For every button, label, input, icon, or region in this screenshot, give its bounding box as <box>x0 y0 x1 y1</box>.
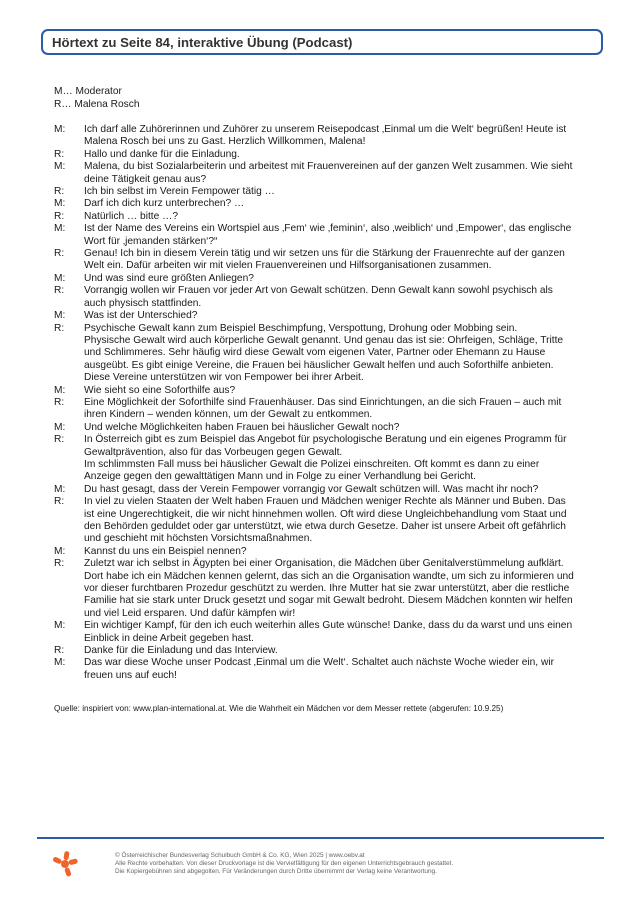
speaker-label: R: <box>54 434 65 446</box>
utterance-text <box>84 186 606 198</box>
utterance-text <box>84 620 606 645</box>
utterance-text <box>84 310 606 322</box>
dialogue-turn <box>54 397 606 422</box>
speaker-label: M: <box>54 310 66 322</box>
utterance-line: Physische Gewalt wird auch körperliche Gewalt genannt. Und genau das ist sie: Ohrfeigen, Schläge, Tritte <box>84 334 564 346</box>
utterance-text <box>84 645 606 657</box>
speaker-label: R: <box>54 396 65 408</box>
utterance-text <box>84 385 606 397</box>
dialogue-turn <box>54 186 606 198</box>
speaker-label: M: <box>54 223 66 235</box>
dialogue-turn <box>54 323 606 385</box>
speaker-label: M: <box>54 421 66 433</box>
utterance-text <box>84 223 606 248</box>
dialogue-turn <box>54 422 606 434</box>
utterance-line: Und was sind eure größten Anliegen? <box>84 272 254 284</box>
utterance-line: Anzeige gegen den gewalttätigen Mann und in Folge zu einer Verhandlung bei Gericht. <box>84 471 476 483</box>
utterance-text <box>84 434 606 484</box>
utterance-text <box>84 198 606 210</box>
speaker-label: R: <box>54 558 65 570</box>
utterance-line: In viel zu vielen Staaten der Welt haben Frauen und Mädchen weniger Rechte als Männer und Buben. Das <box>84 496 566 508</box>
dialogue-turn <box>54 149 606 161</box>
utterance-line: Kannst du uns ein Beispiel nennen? <box>84 545 247 557</box>
legend-item-guest: R… Malena Rosch <box>54 99 140 110</box>
utterance-line: deine Tätigkeit genau aus? <box>84 173 207 185</box>
utterance-line: Vorrangig wollen wir Frauen vor jeder Art von Gewalt schützen. Denn Gewalt kann sowohl psychisch als <box>84 285 553 297</box>
speaker-label: M: <box>54 384 66 396</box>
utterance-text <box>84 657 606 682</box>
utterance-line: Ich bin selbst im Verein Fempower tätig … <box>84 186 275 198</box>
utterance-line: Malena, du bist Sozialarbeiterin und arbeitest mit Frauenvereinen auf der ganzen Welt zusammen. Wie sieht <box>84 161 573 173</box>
dialogue-turn <box>54 198 606 210</box>
speaker-label: R: <box>54 148 65 160</box>
utterance-line: Das war diese Woche unser Podcast ‚Einmal um die Welt‘. Schaltet auch nächste Woche wieder ein, wir <box>84 657 554 669</box>
footer-copyright <box>115 852 453 877</box>
dialogue-turn <box>54 310 606 322</box>
speaker-label: M: <box>54 620 66 632</box>
header-box <box>41 29 603 55</box>
utterance-text <box>84 285 606 310</box>
utterance-line: Wie sieht so eine Soforthilfe aus? <box>84 384 236 396</box>
utterance-line: Genau! Ich bin in diesem Verein tätig und wir setzen uns für die Stärkung der Frauenrechte auf der ganzen <box>84 248 565 260</box>
dialogue-turn <box>54 645 606 657</box>
utterance-text <box>84 397 606 422</box>
utterance-line: auch physisch stattfinden. <box>84 297 202 309</box>
speaker-label: R: <box>54 248 65 260</box>
utterance-text <box>84 422 606 434</box>
speaker-legend <box>54 85 140 111</box>
utterance-line: und Schlimmeres. Sehr häufig wird diese Gewalt vom eigenen Vater, Partner oder Ehemann zu Hause <box>84 347 546 359</box>
utterance-line: Zuletzt war ich selbst in Ägypten bei einer Organisation, die Mädchen über Genitalverstümmelung aufklärt. <box>84 558 564 570</box>
utterance-line: Ich darf alle Zuhörerinnen und Zuhörer zu unserem Reisepodcast ‚Einmal um die Welt‘ begrüßen! Heute ist <box>84 124 567 135</box>
utterance-line: Hallo und danke für die Einladung. <box>84 148 240 160</box>
utterance-text <box>84 273 606 285</box>
utterance-line: und viel Leid ersparen. Und dafür kämpfen wir! <box>84 607 296 619</box>
dialogue-turn <box>54 496 606 546</box>
utterance-line: Malena Rosch bei uns zu Gast. Herzlich Willkommen, Malena! <box>84 136 366 148</box>
dialogue-turn <box>54 546 606 558</box>
footer-divider <box>37 837 604 839</box>
utterance-line: Danke für die Einladung und das Interview. <box>84 645 278 657</box>
footer-line: © Österreichischer Bundesverlag Schulbuch GmbH & Co. KG, Wien 2025 | www.oebv.at <box>115 852 365 859</box>
speaker-label: M: <box>54 124 66 135</box>
utterance-line: Psychische Gewalt kann zum Beispiel Beschimpfung, Verspottung, Drohung oder Mobbing sein. <box>84 322 518 334</box>
dialogue-turn <box>54 124 606 149</box>
utterance-line: ihren Kindern – wenden können, um der Gewalt zu entkommen. <box>84 409 373 421</box>
utterance-line: und geschieht mit höchsten Vorsichtsmaßnahmen. <box>84 533 313 545</box>
legend-item-moderator: M… Moderator <box>54 86 122 97</box>
utterance-line: Dort habe ich ein Mädchen kennen gelernt, das sich an die Organisation wandte, um sich zu informieren und <box>84 570 574 582</box>
utterance-line: Welt ein. Dafür arbeiten wir mit vielen Frauenvereinen und Hilfsorganisationen zusammen. <box>84 260 492 272</box>
utterance-text <box>84 149 606 161</box>
utterance-line: Familie hat sie stark unter Druck gesetzt und sogar mit Gewalt bedroht. Diesem Mädchen konnten wir helfen <box>84 595 573 607</box>
utterance-line: ausgeübt. Es gibt einige Vereine, die Frauen bei häuslicher Gewalt helfen und auch Soforthilfe anbieten. <box>84 359 554 371</box>
dialogue-turn <box>54 223 606 248</box>
utterance-text <box>84 323 606 385</box>
speaker-label: R: <box>54 285 65 297</box>
speaker-label: R: <box>54 645 65 657</box>
utterance-line: Du hast gesagt, dass der Verein Fempower vorrangig vor Gewalt schützen will. Was macht ihr noch? <box>84 483 539 495</box>
speaker-label: M: <box>54 272 66 284</box>
dialogue-turn <box>54 248 606 273</box>
dialogue-turn <box>54 558 606 620</box>
footer-line: Die Kopiergebühren sind abgegolten. Für Veränderungen durch Dritte übernimmt der Verlag keine Verantwortung. <box>115 868 437 876</box>
speaker-label: M: <box>54 545 66 557</box>
utterance-line: Darf ich dich kurz unterbrechen? … <box>84 198 245 210</box>
speaker-label: M: <box>54 198 66 210</box>
speaker-label: M: <box>54 483 66 495</box>
page-title: Hörtext zu Seite 84, interaktive Übung (Podcast) <box>52 35 353 50</box>
utterance-line: In Österreich gibt es zum Beispiel das Angebot für psychologische Beratung und ein eigenes Programm für <box>84 434 567 446</box>
source-note: Quelle: inspiriert von: www.plan-international.at. Wie die Wahrheit ein Mädchen vor dem Messer rettete (abgerufen: 10.9.25) <box>54 704 504 713</box>
utterance-text <box>84 248 606 273</box>
utterance-text <box>84 546 606 558</box>
utterance-line: Was ist der Unterschied? <box>84 310 198 322</box>
utterance-line: Natürlich … bitte …? <box>84 210 178 222</box>
dialogue-turn <box>54 211 606 223</box>
dialogue-turn <box>54 285 606 310</box>
utterance-line: vor dieser furchtbaren Prozedur geschützt zu werden. Ihre Mutter hat sie zwar unterstützt, aber die restliche <box>84 583 570 595</box>
dialogue-transcript <box>54 124 606 682</box>
utterance-line: Einblick in deine Arbeit gegeben hast. <box>84 632 254 644</box>
utterance-text <box>84 211 606 223</box>
utterance-text <box>84 496 606 546</box>
utterance-text <box>84 161 606 186</box>
dialogue-turn <box>54 273 606 285</box>
dialogue-turn <box>54 620 606 645</box>
utterance-text <box>84 124 606 149</box>
speaker-label: R: <box>54 186 65 198</box>
utterance-line: Ist der Name des Vereins ein Wortspiel aus ‚Fem‘ wie ‚feminin‘, also ‚weiblich‘ und ‚Empower‘, das englische <box>84 223 572 235</box>
dialogue-turn <box>54 161 606 186</box>
speaker-label: R: <box>54 210 65 222</box>
speaker-label: R: <box>54 322 65 334</box>
speaker-label: M: <box>54 161 66 173</box>
footer-line: Alle Rechte vorbehalten. Von dieser Druckvorlage ist die Vervielfältigung für den eigenen Unterrichtsgebrauch gestattet. <box>115 860 454 868</box>
utterance-line: Gewaltprävention, also für das Vorbeugen gegen Gewalt. <box>84 446 343 458</box>
utterance-line: ist eine Ungerechtigkeit, die wir nicht hinnehmen wollen. Oft wird diese Ungleichbehandlung vom Staat und <box>84 508 567 520</box>
utterance-line: Im schlimmsten Fall muss bei häuslicher Gewalt die Polizei einschreiten. Oft kommt es dann zu einer <box>84 458 540 470</box>
oebv-logo-icon <box>51 850 79 878</box>
utterance-line: Diese Vereine unterstützen wir von Fempower bei ihrer Arbeit. <box>84 372 364 384</box>
dialogue-turn <box>54 385 606 397</box>
dialogue-turn <box>54 657 606 682</box>
utterance-line: den Behörden geduldet oder gar unterstützt, wie etwa durch Gesetze. Daher ist unsere Arbeit oft gefährlich <box>84 521 566 532</box>
utterance-line: Und welche Möglichkeiten haben Frauen bei häuslicher Gewalt noch? <box>84 421 400 433</box>
utterance-line: Wort für ‚jemanden stärken‘?“ <box>84 235 218 247</box>
utterance-line: freuen uns auf euch! <box>84 669 177 681</box>
utterance-line: Eine Möglichkeit der Soforthilfe sind Frauenhäuser. Das sind Einrichtungen, an die sich Frauen – auch mit <box>84 396 562 408</box>
dialogue-turn <box>54 434 606 484</box>
utterance-text <box>84 484 606 496</box>
dialogue-turn <box>54 484 606 496</box>
utterance-line: Ein wichtiger Kampf, für den ich euch weiterhin alles Gute wünsche! Danke, dass du da warst und uns einen <box>84 620 573 632</box>
utterance-text <box>84 558 606 620</box>
speaker-label: R: <box>54 496 65 508</box>
speaker-label: M: <box>54 657 66 669</box>
